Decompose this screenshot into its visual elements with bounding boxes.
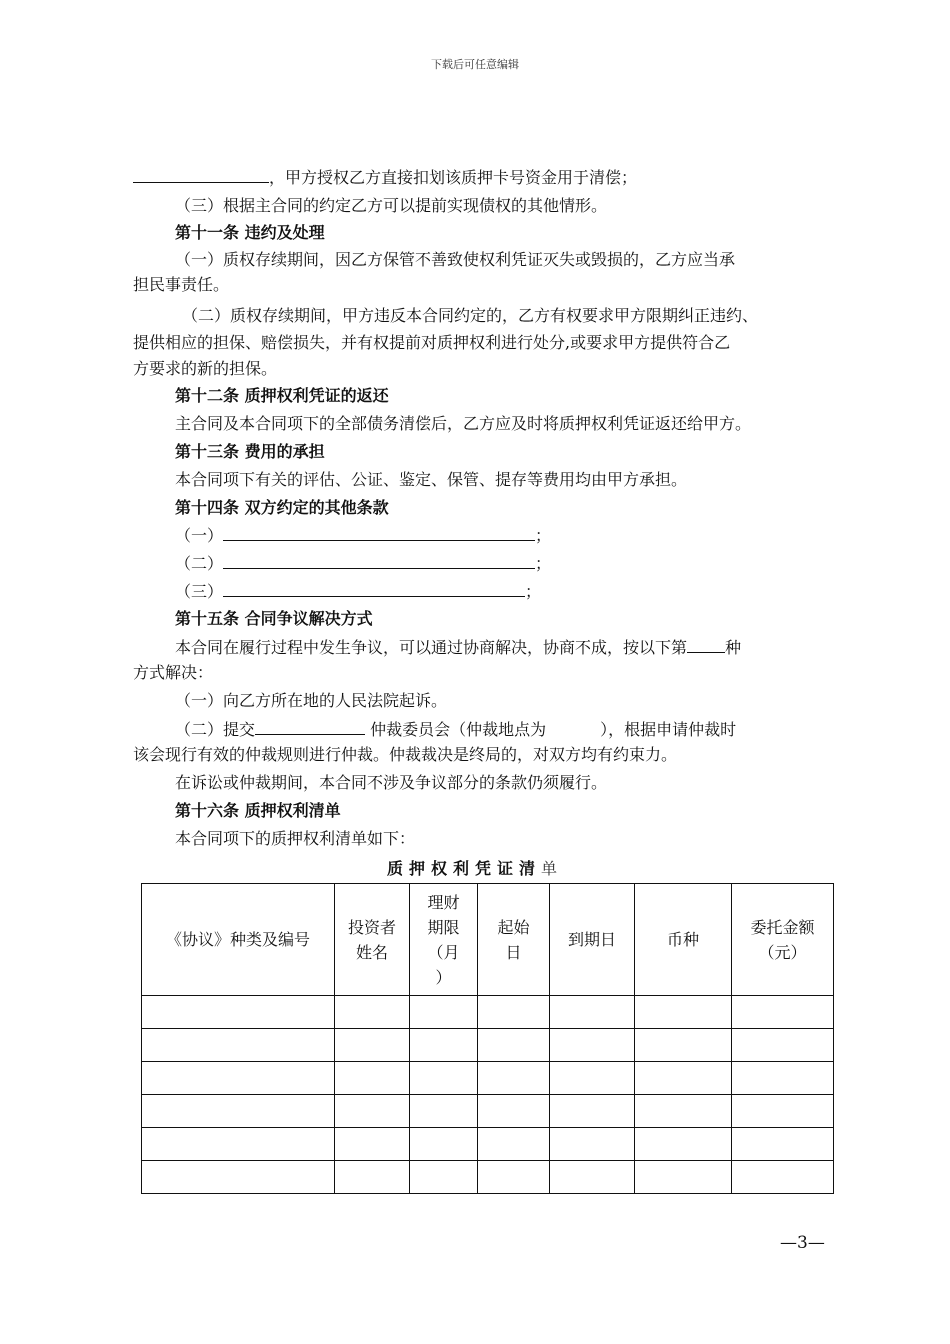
item-end: ；: [535, 526, 552, 545]
table-row: [142, 1029, 834, 1062]
item-end: ；: [525, 582, 542, 601]
table-row: [142, 1128, 834, 1161]
paragraph-line: 该会现行有效的仲裁规则进行仲裁。仲裁裁决是终局的，对双方均有约束力。: [133, 745, 678, 764]
blank-underline: [223, 580, 525, 597]
article-11-title: 第十一条 违约及处理: [175, 223, 325, 242]
paragraph-line: 方要求的新的担保。: [133, 359, 278, 378]
article-16-title: 第十六条 质押权利清单: [175, 801, 341, 820]
text: 本合同在履行过程中发生争议，可以通过协商解决，协商不成，按以下第: [175, 638, 688, 657]
table-row: [142, 1062, 834, 1095]
header-due-date: 到期日: [550, 884, 635, 996]
text: 种: [725, 638, 742, 657]
header-start-date: 起始 日: [478, 884, 550, 996]
paragraph-line: （一）向乙方所在地的人民法院起诉。: [175, 691, 448, 710]
paragraph-line: 担民事责任。: [133, 275, 230, 294]
table-title-tail: 单: [541, 859, 564, 878]
paragraph-line: [133, 166, 637, 189]
table-title-main: 质押权利凭证清: [386, 859, 541, 878]
paragraph-line: （二）质权存续期间，甲方违反本合同约定的，乙方有权要求甲方限期纠正违约、: [182, 306, 759, 325]
paragraph-line: [175, 718, 736, 741]
paragraph-line: 主合同及本合同项下的全部债务清偿后，乙方应及时将质押权利凭证返还给甲方。: [175, 414, 752, 433]
paragraph-line: 方式解决：: [133, 663, 214, 682]
article-15-title: 第十五条 合同争议解决方式: [175, 609, 373, 628]
text: ），根据申请仲裁时: [600, 720, 737, 739]
blank-underline: [687, 636, 725, 653]
blank-underline: [133, 166, 269, 183]
item-label: （二）: [175, 554, 224, 573]
blank-item-1: [175, 524, 551, 547]
page-number: —3—: [780, 1233, 825, 1253]
header-agreement-type: 《协议》种类及编号: [142, 884, 335, 996]
blank-underline: [255, 718, 365, 735]
table-row: [142, 996, 834, 1029]
text: 仲裁委员会（仲裁地点为: [365, 720, 547, 739]
table-row: [142, 1095, 834, 1128]
table-title: [0, 856, 950, 879]
header-term-months: 理财 期限 （月 ）: [410, 884, 478, 996]
article-12-title: 第十二条 质押权利凭证的返还: [175, 386, 389, 405]
item-label: （一）: [175, 526, 224, 545]
text: （二）提交: [175, 720, 256, 739]
text: ，甲方授权乙方直接扣划该质押卡号资金用于清偿；: [269, 168, 638, 187]
header-amount: 委托金额 （元）: [732, 884, 834, 996]
page-header-note: 下载后可任意编辑: [431, 58, 519, 71]
header-investor-name: 投资者 姓名: [335, 884, 410, 996]
table-row: [142, 1161, 834, 1194]
blank-item-2: [175, 552, 551, 575]
paragraph-line: （三）根据主合同的约定乙方可以提前实现债权的其他情形。: [175, 196, 608, 215]
table-header-row: [142, 884, 834, 996]
pledge-rights-table: [141, 883, 834, 1194]
blank-underline: [223, 552, 535, 569]
item-label: （三）: [175, 582, 224, 601]
paragraph-line: 在诉讼或仲裁期间，本合同不涉及争议部分的条款仍须履行。: [175, 773, 608, 792]
paragraph-line: （一）质权存续期间，因乙方保管不善致使权利凭证灭失或毁损的，乙方应当承: [175, 250, 736, 269]
article-14-title: 第十四条 双方约定的其他条款: [175, 498, 389, 517]
article-13-title: 第十三条 费用的承担: [175, 442, 325, 461]
paragraph-line: 本合同项下的质押权利清单如下：: [175, 829, 416, 848]
blank-underline: [223, 524, 535, 541]
paragraph-line: 提供相应的担保、赔偿损失，并有权提前对质押权利进行处分,或要求甲方提供符合乙: [133, 333, 731, 352]
item-end: ；: [535, 554, 552, 573]
paragraph-line: [175, 636, 741, 659]
blank-item-3: [175, 580, 541, 603]
header-currency: 币种: [635, 884, 732, 996]
paragraph-line: 本合同项下有关的评估、公证、鉴定、保管、提存等费用均由甲方承担。: [175, 470, 688, 489]
